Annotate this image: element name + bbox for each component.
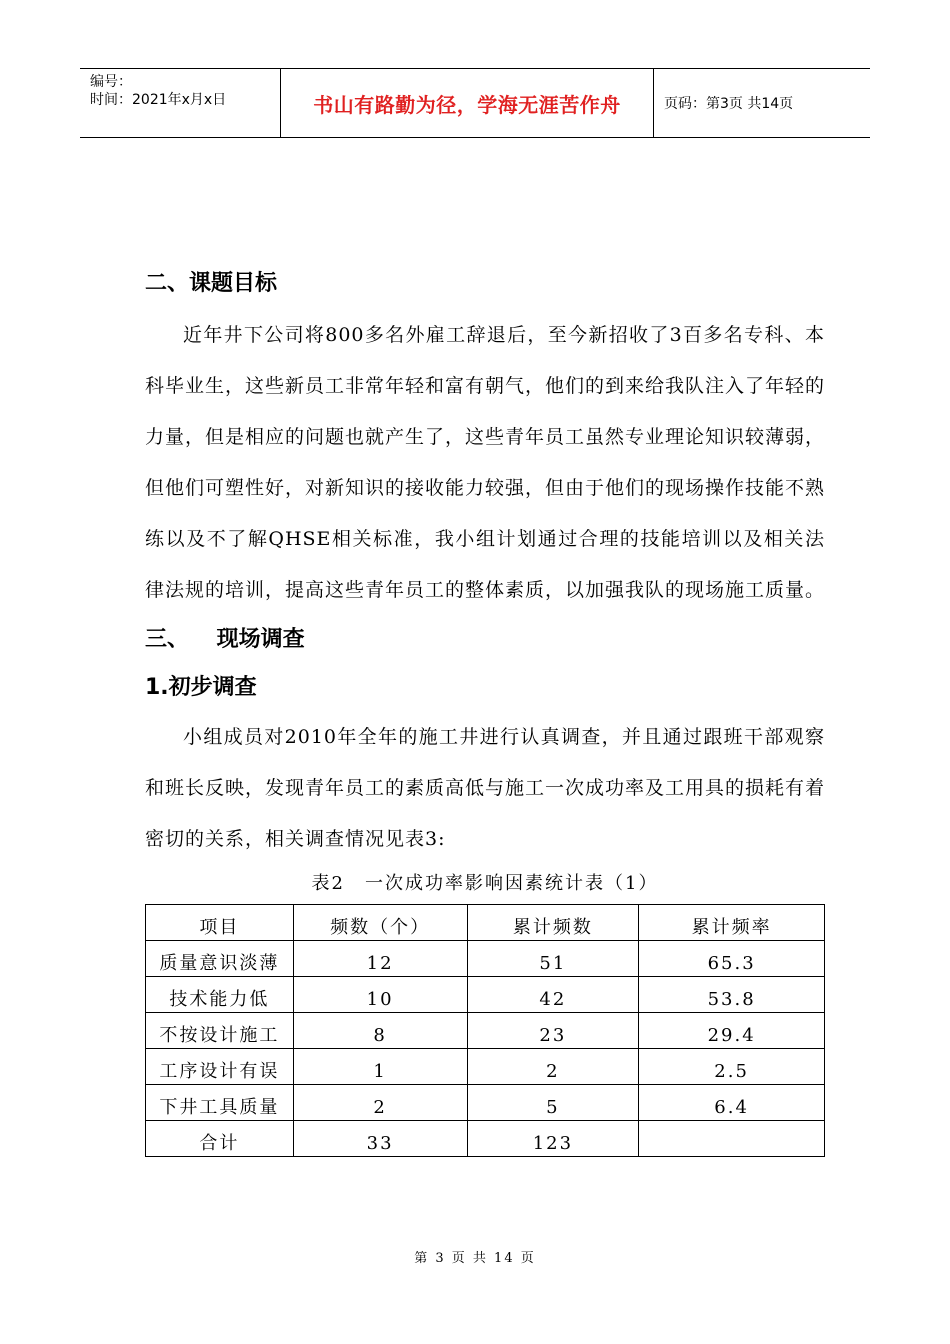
table-cell: 技术能力低 [146, 977, 294, 1013]
table-cell: 123 [467, 1121, 639, 1157]
table-cell: 6.4 [639, 1085, 825, 1121]
table-cell: 合计 [146, 1121, 294, 1157]
table-cell: 2 [467, 1049, 639, 1085]
table-cell: 不按设计施工 [146, 1013, 294, 1049]
table-row [146, 1013, 825, 1049]
header-meta [80, 69, 281, 137]
table-row [146, 1049, 825, 1085]
table-caption: 表2 一次成功率影响因素统计表（1） [311, 873, 659, 894]
table-row [146, 977, 825, 1013]
table-cell [639, 1121, 825, 1157]
table-cell: 1 [293, 1049, 467, 1085]
document-number-label: 编号： [90, 74, 132, 90]
section-3-paragraph: 小组成员对2010年全年的施工井进行认真调查，并且通过跟班干部观察和班长反映，发现青年员工的素质高低与施工一次成功率及工用具的损耗有着密切的关系，相关调查情况见表3: [145, 726, 826, 850]
table-cell: 5 [467, 1085, 639, 1121]
table-cell: 65.3 [639, 941, 825, 977]
subsection-1-title: 1.初步调查 [145, 675, 257, 700]
header-page-info: 页码：第3页 共14页 [664, 96, 794, 112]
statistics-table [145, 904, 825, 1157]
table-row [146, 1085, 825, 1121]
header-cumulative-rate: 累计频率 [639, 905, 825, 941]
document-header [80, 68, 870, 138]
table-cell: 质量意识淡薄 [146, 941, 294, 977]
table-cell: 工序设计有误 [146, 1049, 294, 1085]
header-motto: 书山有路勤为径，学海无涯苦作舟 [281, 69, 654, 137]
table-cell: 2.5 [639, 1049, 825, 1085]
document-body [145, 260, 825, 1157]
section-3-title: 三、 现场调查 [145, 627, 305, 652]
table-cell: 8 [293, 1013, 467, 1049]
section-2-title: 二、课题目标 [145, 271, 278, 296]
table-cell: 12 [293, 941, 467, 977]
page-footer: 第 3 页 共 14 页 [414, 1251, 536, 1266]
table-cell: 2 [293, 1085, 467, 1121]
table-cell: 29.4 [639, 1013, 825, 1049]
table-cell: 33 [293, 1121, 467, 1157]
table-cell: 42 [467, 977, 639, 1013]
section-2-paragraph: 近年井下公司将800多名外雇工辞退后，至今新招收了3百多名专科、本科毕业生，这些新员工非常年轻和富有朝气，他们的到来给我队注入了年轻的力量，但是相应的问题也就产生了，这些青年员工虽然专业理论知识较薄弱，但他们可塑性好，对新知识的接收能力较强，但由于他们的现场操作技能不熟练以及不了解QHSE相关标准，我小组计划通过合理的技能培训以及相关法律法规的培训，提高这些青年员工的整体素质，以加强我队的现场施工质量。 [145, 324, 826, 601]
table-row [146, 941, 825, 977]
table-total-row [146, 1121, 825, 1157]
table-cell: 10 [293, 977, 467, 1013]
document-date: 时间：2021年x月x日 [90, 92, 227, 108]
header-cumulative-frequency: 累计频数 [467, 905, 639, 941]
table-cell: 下井工具质量 [146, 1085, 294, 1121]
table-cell: 53.8 [639, 977, 825, 1013]
table-cell: 23 [467, 1013, 639, 1049]
header-item: 项目 [146, 905, 294, 941]
table-header-row [146, 905, 825, 941]
header-frequency: 频数（个） [293, 905, 467, 941]
table-cell: 51 [467, 941, 639, 977]
